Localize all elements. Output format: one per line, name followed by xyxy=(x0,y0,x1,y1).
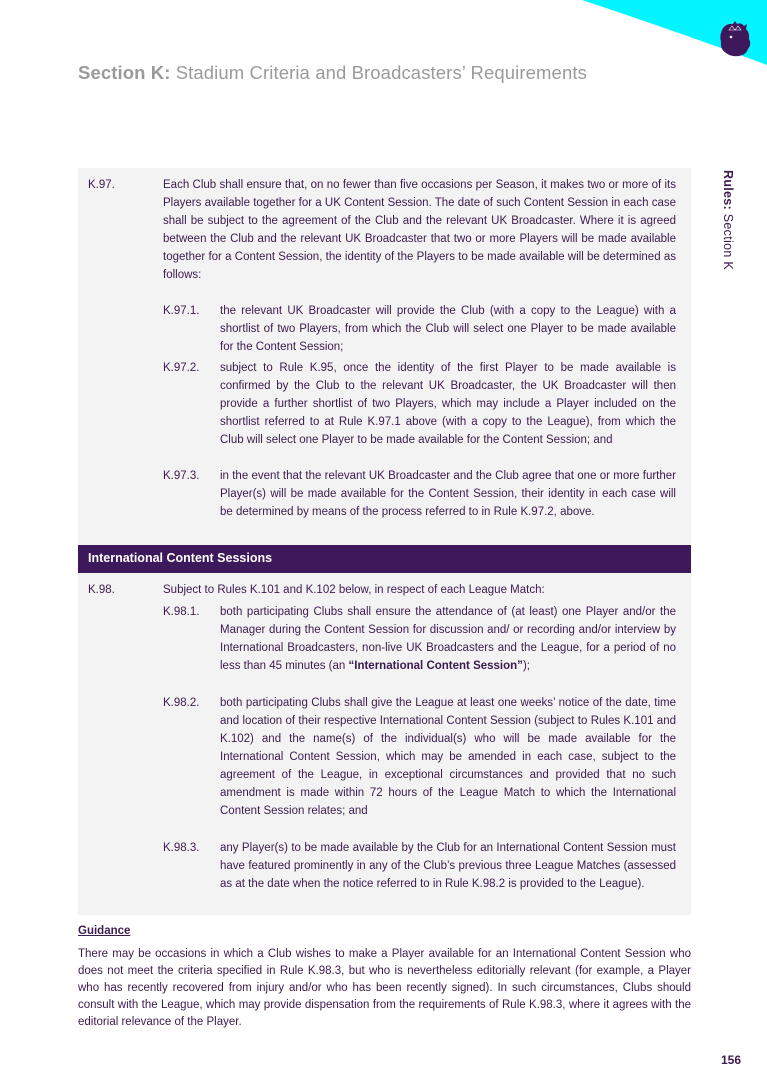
rule-number: K.97. xyxy=(88,179,115,191)
rule-text: Each Club shall ensure that, on no fewer than five occasions per Season, it makes two or more of its Players available together for a UK Content Session. The date of such Content Session in each case shall be subject to the agreement of the Club and the relevant UK Broadcaster. Where it is agreed between the Club and the relevant UK Broadcaster that two or more Players will be made available together for a Content Session, the identity of the Players to be made available will be determined as follows: xyxy=(163,179,676,281)
subrule-text: both participating Clubs shall give the League at least one weeks’ notice of the date, time and location of their respective International Content Session (subject to Rules K.101 and K.102) and the name(s) of the individual(s) who will be made available for the International Content Session, which may be amended in each case, subject to the agreement of the League, in exceptional circumstances and provided that no such amendment is made within 72 hours of the League Match to which the International Content Session relates; and xyxy=(220,697,676,817)
subrule-number: K.97.2. xyxy=(163,362,200,374)
page-title xyxy=(78,62,587,84)
subrule-text-tail: ); xyxy=(522,660,530,672)
subrule-text: in the event that the relevant UK Broadcaster and the Club agree that one or more further Player(s) will be made available for the Content Session, their identity in each case will be determined by means of the process referred to in Rule K.97.2, above. xyxy=(220,470,676,518)
side-rules-label: Rules: xyxy=(721,170,735,211)
defined-term: “International Content Session” xyxy=(348,660,523,672)
rule-text: Subject to Rules K.101 and K.102 below, in respect of each League Match: xyxy=(163,584,545,596)
side-section-label xyxy=(721,170,735,270)
subrule-text xyxy=(220,603,676,675)
premier-league-lion-icon xyxy=(717,20,753,58)
page-number: 156 xyxy=(720,1053,741,1067)
rule-number: K.98. xyxy=(88,584,115,596)
section-label: Section K: xyxy=(78,62,171,83)
section-title: Stadium Criteria and Broadcasters’ Requirements xyxy=(170,62,587,83)
subrule-number: K.98.3. xyxy=(163,842,200,854)
subrule-text: the relevant UK Broadcaster will provide the Club (with a copy to the League) with a shortlist of two Players, from which the Club will select one Player to be made available for the Content Session; xyxy=(220,305,676,353)
section-band: International Content Sessions xyxy=(78,545,691,573)
subrule-number: K.98.1. xyxy=(163,606,200,618)
subrule-text: subject to Rule K.95, once the identity of the first Player to be made available is confirmed by the Club to the relevant UK Broadcaster, the UK Broadcaster will then provide a further shortlist of two Players, which may include a Player included on the shortlist referred to at Rule K.97.1 above (with a copy to the League), from which the Club will select one Player to be made available for the Content Session; and xyxy=(220,362,676,446)
side-section-text: Section K xyxy=(721,210,735,270)
subrule-number: K.97.1. xyxy=(163,305,200,317)
guidance-heading: Guidance xyxy=(78,925,131,937)
subrule-number: K.98.2. xyxy=(163,697,200,709)
subrule-text-main: both participating Clubs shall ensure the attendance of (at least) one Player and/or the Manager during the Content Session for discussion and/ or recording and/or interview by International Broadcasters, non-live UK Broadcasters and the League, for a period of no less than 45 minutes (an xyxy=(220,606,676,672)
subrule-text: any Player(s) to be made available by the Club for an International Content Session must have featured prominently in any of the Club’s previous three League Matches (assessed as at the date when the notice referred to in Rule K.98.2 is provided to the League). xyxy=(220,842,676,890)
subrule-number: K.97.3. xyxy=(163,470,200,482)
guidance-text: There may be occasions in which a Club wishes to make a Player available for an International Content Session who does not meet the criteria specified in Rule K.98.3, but who is nevertheless editorially relevant (for example, a Player who has recently recovered from injury and/or who has been recently signed). In such circumstances, Clubs should consult with the League, which may provide dispensation from the requirements of Rule K.98.3, where it agrees with the editorial relevance of the Player. xyxy=(78,948,691,1028)
